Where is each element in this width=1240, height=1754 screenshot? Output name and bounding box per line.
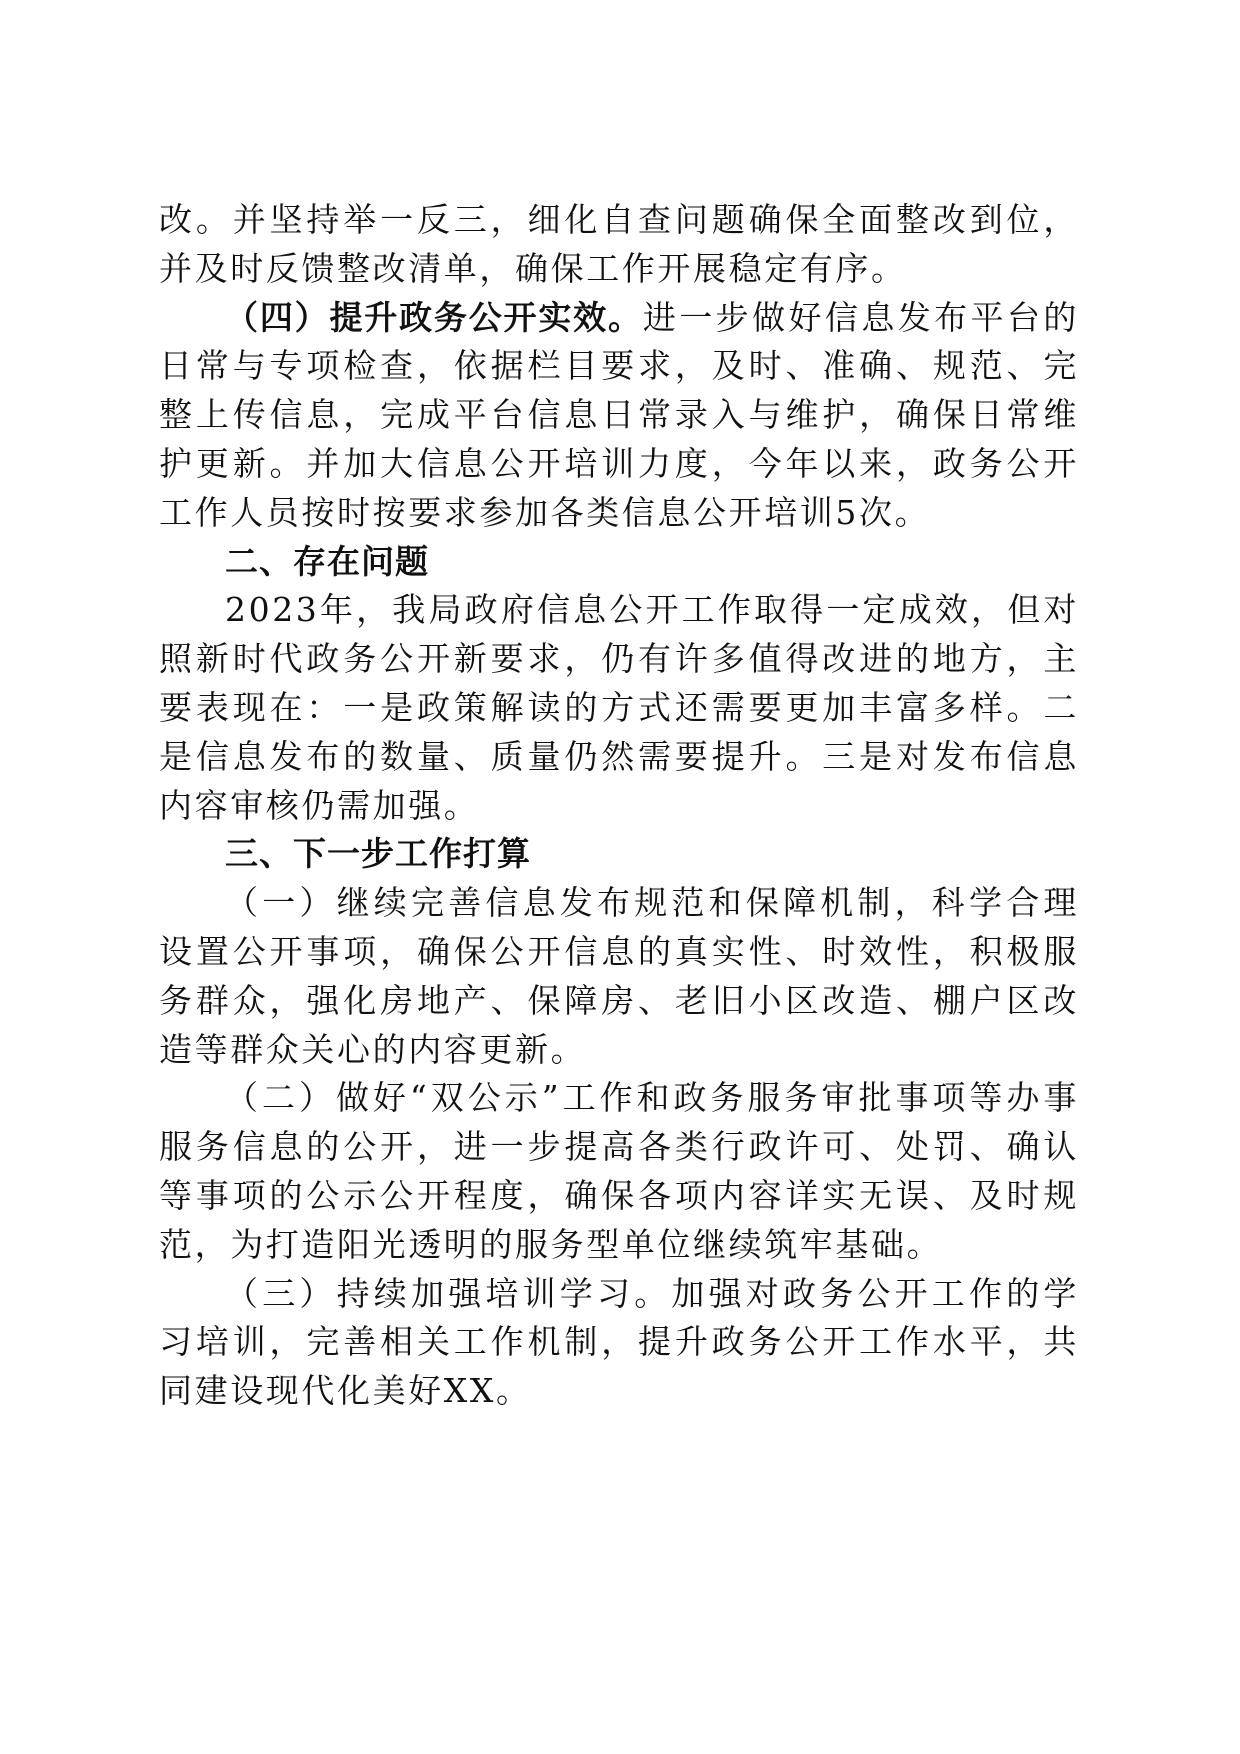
document-body bbox=[159, 196, 1079, 1416]
paragraph-plan-two: （二）做好“双公示”工作和政务服务审批事项等办事服务信息的公开，进一步提高各类行政许可、处罚、确认等事项的公示公开程度，确保各项内容详实无误、及时规范，为打造阳光透明的服务型单位继续筑牢基础。 bbox=[159, 1078, 1079, 1264]
paragraph-problems: 2023年，我局政府信息公开工作取得一定成效，但对照新时代政务公开新要求，仍有许多值得改进的地方，主要表现在：一是政策解读的方式还需要更加丰富多样。二是信息发布的数量、质量仍然需要提升。三是对发布信息内容审核仍需加强。 bbox=[159, 590, 1079, 825]
paragraph-section-four bbox=[159, 294, 1079, 538]
section-four-body: 进一步做好信息发布平台的日常与专项检查，依据栏目要求，及时、准确、规范、完整上传信息，完成平台信息日常录入与维护，确保日常维护更新。并加大信息公开培训力度，今年以来，政务公开工作人员按时按要求参加各类信息公开培训5次。 bbox=[159, 297, 1080, 532]
paragraph-continuation: 改。并坚持举一反三，细化自查问题确保全面整改到位，并及时反馈整改清单，确保工作开展稳定有序。 bbox=[159, 200, 1079, 288]
section-four-heading: （四）提升政务公开实效。 bbox=[225, 297, 643, 337]
paragraph-plan-one: （一）继续完善信息发布规范和保障机制，科学合理设置公开事项，确保公开信息的真实性、时效性，积极服务群众，强化房地产、保障房、老旧小区改造、棚户区改造等群众关心的内容更新。 bbox=[159, 883, 1079, 1069]
heading-existing-problems: 二、存在问题 bbox=[225, 541, 429, 581]
heading-next-steps: 三、下一步工作打算 bbox=[225, 834, 531, 874]
paragraph-plan-three: （三）持续加强培训学习。加强对政务公开工作的学习培训，完善相关工作机制，提升政务公开工作水平，共同建设现代化美好XX。 bbox=[159, 1273, 1079, 1411]
